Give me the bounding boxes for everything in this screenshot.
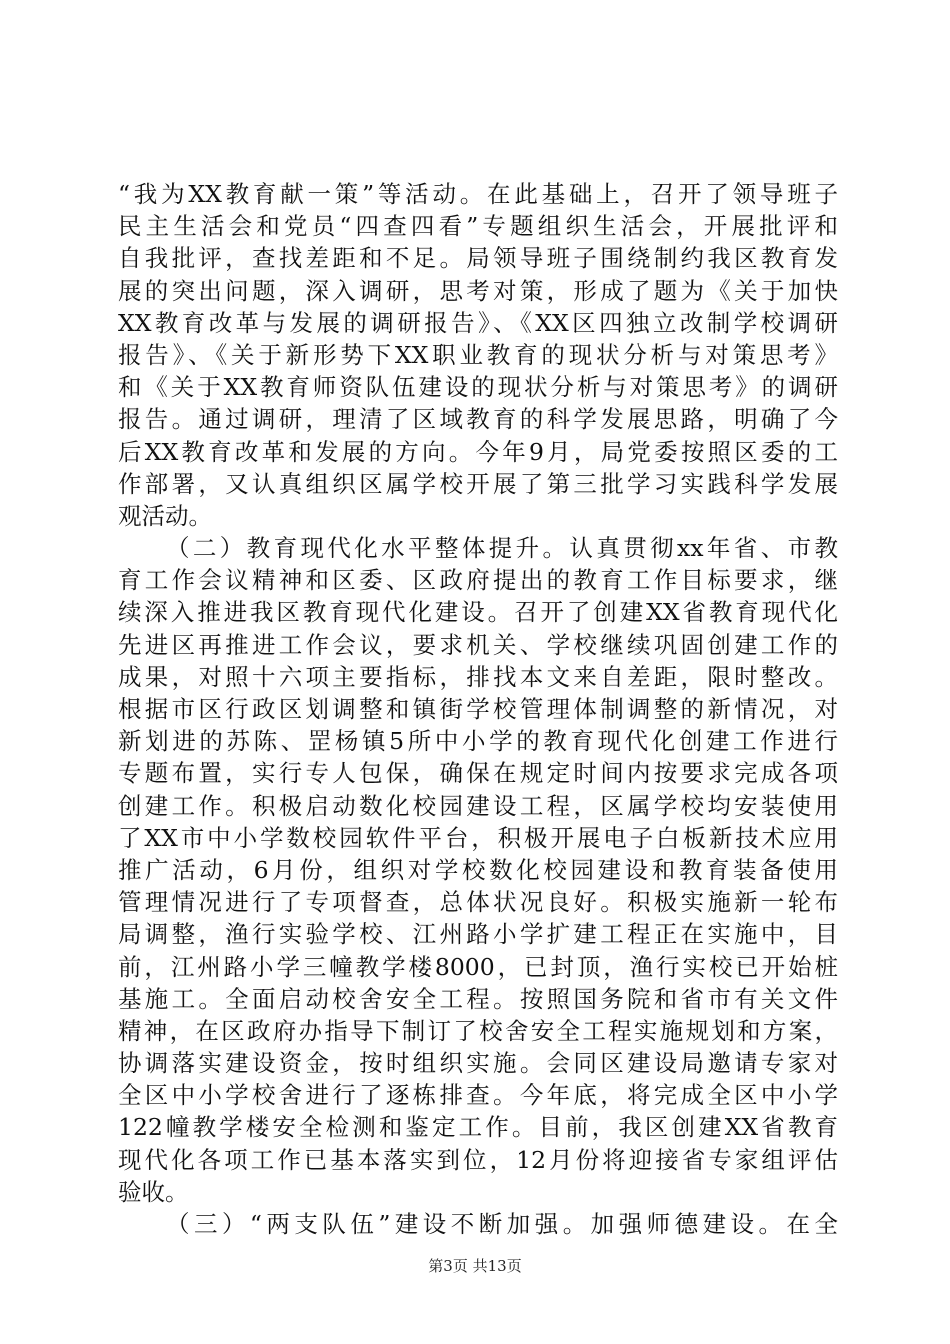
text-line: 管理情况进行了专项督查，总体状况良好。积极实施新一轮布 bbox=[118, 888, 838, 917]
text-line: XX教育改革与发展的调研报告》、《XX区四独立改制学校调研 bbox=[118, 308, 838, 337]
text-line: 作部署，又认真组织区属学校开展了第三批学习实践科学发展 bbox=[118, 469, 838, 498]
text-line: 育工作会议精神和区委、区政府提出的教育工作目标要求，继 bbox=[118, 566, 838, 595]
text-line: 了XX市中小学数校园软件平台，积极开展电子白板新技术应用 bbox=[118, 823, 838, 852]
text-line: 创建工作。积极启动数化校园建设工程，区属学校均安装使用 bbox=[118, 791, 838, 820]
text-line: 现代化各项工作已基本落实到位，12月份将迎接省专家组评估 bbox=[118, 1145, 838, 1174]
text-line: 先进区再推进工作会议，要求机关、学校继续巩固创建工作的 bbox=[118, 630, 838, 659]
text-line: 后XX教育改革和发展的方向。今年9月，局党委按照区委的工 bbox=[118, 437, 838, 466]
body-text bbox=[118, 178, 838, 1240]
text-line: 和《关于XX教育师资队伍建设的现状分析与对策思考》的调研 bbox=[118, 373, 838, 402]
page-footer: 第3页 共13页 bbox=[428, 1257, 522, 1275]
text-line: 全区中小学校舍进行了逐栋排查。今年底，将完成全区中小学 bbox=[118, 1081, 838, 1110]
text-line: 民主生活会和党员“四查四看”专题组织生活会，开展批评和 bbox=[118, 212, 838, 241]
text-line: 报告》、《关于新形势下XX职业教育的现状分析与对策思考》 bbox=[118, 340, 838, 369]
text-line: 验收。 bbox=[118, 1177, 189, 1206]
text-line: 新划进的苏陈、罡杨镇5所中小学的教育现代化创建工作进行 bbox=[118, 727, 838, 756]
section-heading-line: （三）“两支队伍”建设不断加强。加强师德建设。在全 bbox=[166, 1210, 838, 1238]
text-line: 推广活动，6月份，组织对学校数化校园建设和教育装备使用 bbox=[118, 855, 838, 884]
text-line: 报告。通过调研，理清了区域教育的科学发展思路，明确了今 bbox=[118, 405, 838, 434]
text-line: 122幢教学楼安全检测和鉴定工作。目前，我区创建XX省教育 bbox=[118, 1113, 838, 1142]
text-line: 观活动。 bbox=[118, 501, 212, 530]
text-line: 局调整，渔行实验学校、江州路小学扩建工程正在实施中，目 bbox=[118, 920, 838, 949]
text-line: 根据市区行政区划调整和镇街学校管理体制调整的新情况，对 bbox=[118, 695, 838, 723]
section-heading-line: （二）教育现代化水平整体提升。认真贯彻xx年省、市教 bbox=[166, 534, 838, 563]
text-line: 展的突出问题，深入调研，思考对策，形成了题为《关于加快 bbox=[118, 276, 838, 305]
text-line: “我为XX教育献一策”等活动。在此基础上，召开了领导班子 bbox=[118, 180, 838, 208]
text-line: 协调落实建设资金，按时组织实施。会同区建设局邀请专家对 bbox=[118, 1049, 838, 1078]
text-line: 自我批评，查找差距和不足。局领导班子围绕制约我区教育发 bbox=[118, 244, 838, 273]
text-line: 专题布置，实行专人包保，确保在规定时间内按要求完成各项 bbox=[118, 759, 838, 788]
text-line: 成果，对照十六项主要指标，排找本文来自差距，限时整改。 bbox=[118, 662, 838, 691]
text-line: 前，江州路小学三幢教学楼8000，已封顶，渔行实校已开始桩 bbox=[118, 952, 838, 981]
text-line: 续深入推进我区教育现代化建设。召开了创建XX省教育现代化 bbox=[118, 598, 838, 627]
text-line: 精神，在区政府办指导下制订了校舍安全工程实施规划和方案， bbox=[118, 1016, 838, 1045]
text-line: 基施工。全面启动校舍安全工程。按照国务院和省市有关文件 bbox=[118, 984, 838, 1013]
